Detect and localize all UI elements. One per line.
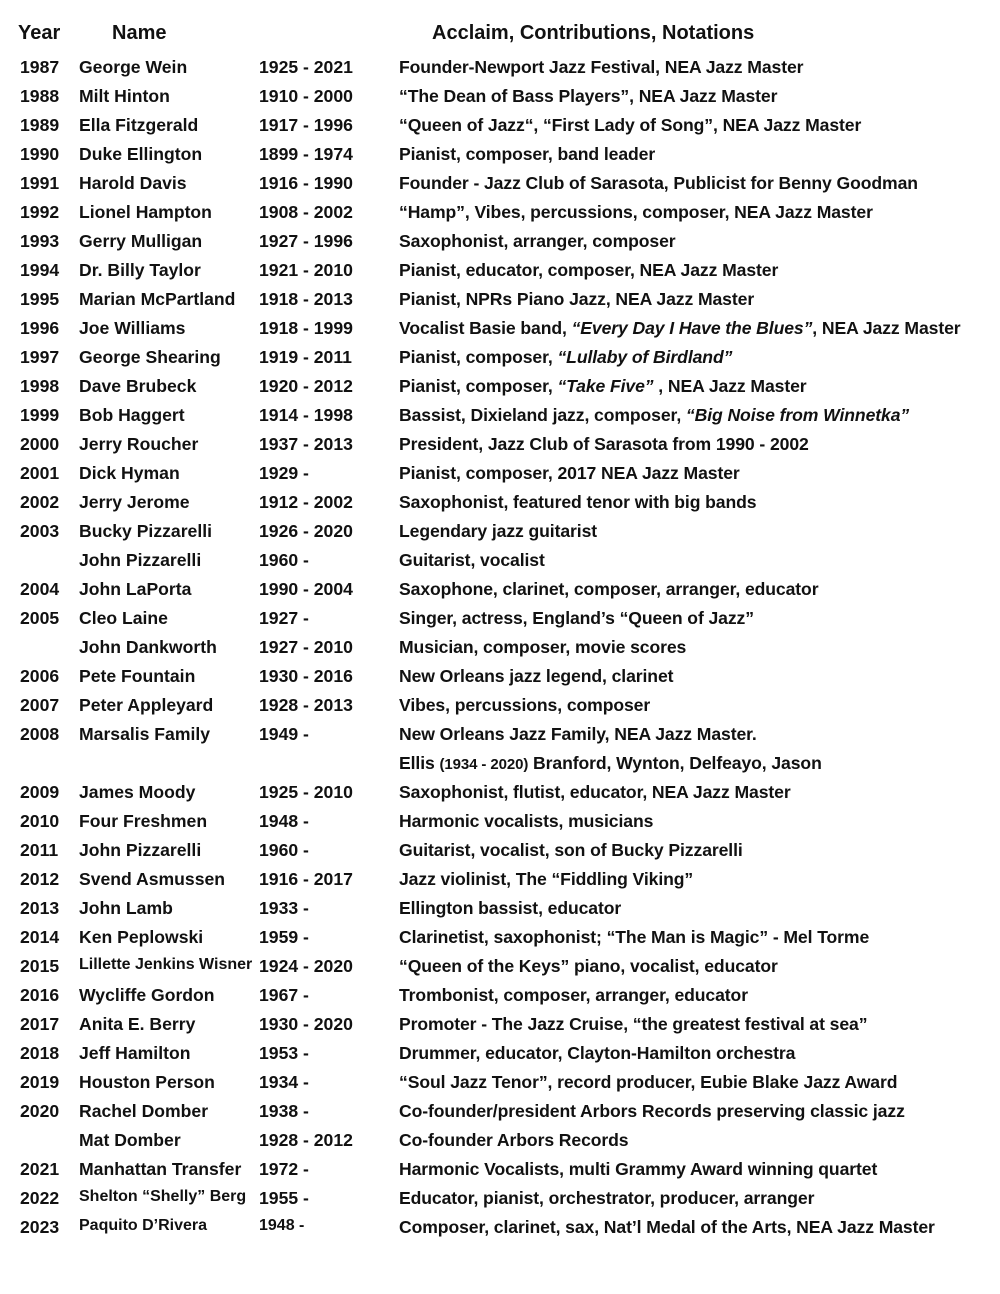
row-notation (399, 811, 653, 832)
row-name: Dr. Billy Taylor (79, 260, 201, 280)
table-row (0, 170, 1000, 199)
row-name: Cleo Laine (79, 608, 168, 628)
row-dates: 1910 - 2000 (259, 86, 353, 106)
row-notation (399, 898, 621, 919)
row-dates: 1948 - (259, 811, 309, 831)
table-row (0, 344, 1000, 373)
notation-segment: Pianist, composer, (399, 376, 558, 396)
row-year: 1990 (20, 144, 60, 164)
table-row (0, 489, 1000, 518)
row-year: 2019 (20, 1072, 60, 1092)
header-year: Year (18, 22, 61, 44)
row-name: James Moody (79, 782, 196, 802)
notation-segment: “Queen of the Keys” piano, vocalist, educator (399, 956, 778, 976)
row-year: 2002 (20, 492, 60, 512)
table-row (0, 199, 1000, 228)
row-dates: 1925 - 2021 (259, 57, 353, 77)
table-row (0, 1098, 1000, 1127)
notation-segment: Pianist, composer, band leader (399, 144, 656, 164)
row-dates: 1924 - 2020 (259, 956, 353, 976)
row-name: Dick Hyman (79, 463, 180, 483)
row-name: Four Freshmen (79, 811, 208, 831)
notation-segment: Guitarist, vocalist, son of Bucky Pizzarelli (399, 840, 743, 860)
row-dates: 1948 - (259, 1217, 305, 1234)
row-name: Anita E. Berry (79, 1014, 196, 1034)
notation-segment: “The Dean of Bass Players”, NEA Jazz Master (399, 86, 778, 106)
row-notation (399, 57, 803, 78)
notation-segment: Pianist, educator, composer, NEA Jazz Master (399, 260, 779, 280)
row-name: Jerry Roucher (79, 434, 199, 454)
row-name: Duke Ellington (79, 144, 203, 164)
row-year: 2013 (20, 898, 60, 918)
table-row (0, 808, 1000, 837)
row-dates: 1933 - (259, 898, 309, 918)
notation-segment: Saxophone, clarinet, composer, arranger, educator (399, 579, 819, 599)
row-name: Marian McPartland (79, 289, 236, 309)
honoree-list (0, 54, 1000, 1243)
row-dates: 1914 - 1998 (259, 405, 353, 425)
table-row (0, 779, 1000, 808)
row-year: 1992 (20, 202, 60, 222)
notation-segment: , NEA Jazz Master (653, 376, 807, 396)
row-name: Svend Asmussen (79, 869, 226, 889)
notation-segment: Co-founder/president Arbors Records preserving classic jazz (399, 1101, 905, 1121)
row-dates: 1930 - 2020 (259, 1014, 353, 1034)
notation-segment: Drummer, educator, Clayton-Hamilton orchestra (399, 1043, 796, 1063)
notation-segment: Ellis (399, 753, 440, 773)
row-name: Lionel Hampton (79, 202, 212, 222)
table-header (0, 22, 1000, 50)
row-name: Ella Fitzgerald (79, 115, 199, 135)
row-name: Wycliffe Gordon (79, 985, 215, 1005)
row-dates: 1990 - 2004 (259, 579, 353, 599)
row-notation (399, 289, 754, 310)
table-row (0, 402, 1000, 431)
row-notation (399, 782, 791, 803)
row-notation (399, 927, 869, 948)
notation-segment: “Every Day I Have the Blues” (571, 318, 813, 338)
row-name: Pete Fountain (79, 666, 196, 686)
row-dates: 1960 - (259, 840, 309, 860)
notation-segment: Branford, Wynton, Delfeayo, Jason (528, 753, 822, 773)
row-dates: 1928 - 2013 (259, 695, 353, 715)
row-notation (399, 173, 918, 194)
row-name: Milt Hinton (79, 86, 170, 106)
row-name: John LaPorta (79, 579, 192, 599)
row-dates: 1972 - (259, 1159, 309, 1179)
row-name: Bucky Pizzarelli (79, 521, 212, 541)
row-year: 2006 (20, 666, 60, 686)
row-notation (399, 115, 861, 136)
notation-segment: Pianist, NPRs Piano Jazz, NEA Jazz Master (399, 289, 755, 309)
row-name: Joe Williams (79, 318, 186, 338)
row-name: George Wein (79, 57, 188, 77)
row-name: Rachel Domber (79, 1101, 209, 1121)
table-row (0, 663, 1000, 692)
row-year: 2023 (20, 1217, 60, 1237)
notation-segment: , NEA Jazz Master (812, 318, 961, 338)
row-name: Mat Domber (79, 1130, 181, 1150)
table-row (0, 953, 1000, 982)
notation-segment: Educator, pianist, orchestrator, producer, arranger (399, 1188, 815, 1208)
row-dates: 1953 - (259, 1043, 309, 1063)
notation-segment: New Orleans jazz legend, clarinet (399, 666, 674, 686)
row-year: 1993 (20, 231, 60, 251)
notation-segment: New Orleans Jazz Family, NEA Jazz Master. (399, 724, 757, 744)
row-dates: 1938 - (259, 1101, 309, 1121)
row-year: 1999 (20, 405, 60, 425)
table-row (0, 228, 1000, 257)
row-year: 2020 (20, 1101, 60, 1121)
row-name: John Lamb (79, 898, 173, 918)
row-dates: 1934 - (259, 1072, 309, 1092)
row-notation (399, 1101, 905, 1122)
row-year: 2015 (20, 956, 60, 976)
row-year: 1988 (20, 86, 60, 106)
row-notation (399, 1217, 935, 1238)
row-notation (399, 1014, 867, 1035)
row-year: 1994 (20, 260, 60, 280)
row-year: 1989 (20, 115, 60, 135)
row-year: 2005 (20, 608, 60, 628)
header-name: Name (112, 22, 167, 44)
row-dates: 1920 - 2012 (259, 376, 353, 396)
row-dates: 1919 - 2011 (259, 347, 352, 367)
notation-segment: Vocalist Basie band, (399, 318, 572, 338)
table-row (0, 750, 1000, 779)
table-row (0, 1214, 1000, 1243)
notation-segment: “Take Five” (557, 376, 654, 396)
table-row (0, 866, 1000, 895)
row-name: Marsalis Family (79, 724, 211, 744)
row-year: 1998 (20, 376, 60, 396)
row-name: Gerry Mulligan (79, 231, 203, 251)
row-notation (399, 608, 754, 629)
row-year: 2008 (20, 724, 60, 744)
row-dates: 1917 - 1996 (259, 115, 353, 135)
notation-segment: (1934 - 2020) (439, 756, 529, 773)
row-notation (399, 1072, 897, 1093)
row-notation (399, 231, 676, 252)
notation-segment: Musician, composer, movie scores (399, 637, 687, 657)
row-name: Houston Person (79, 1072, 215, 1092)
notation-segment: “Hamp”, Vibes, percussions, composer, NEA Jazz Master (399, 202, 873, 222)
row-notation (399, 1188, 814, 1209)
row-year: 2011 (20, 840, 59, 860)
table-row (0, 1185, 1000, 1214)
table-row (0, 924, 1000, 953)
row-dates: 1930 - 2016 (259, 666, 353, 686)
notation-segment: President, Jazz Club of Sarasota from 1990 - 2002 (399, 434, 809, 454)
row-notation (399, 260, 778, 281)
notation-segment: Bassist, Dixieland jazz, composer, (399, 405, 686, 425)
row-name: Shelton “Shelly” Berg (79, 1188, 247, 1205)
row-notation (399, 579, 818, 600)
row-dates: 1959 - (259, 927, 309, 947)
row-dates: 1926 - 2020 (259, 521, 353, 541)
table-row (0, 1127, 1000, 1156)
row-notation (399, 1130, 629, 1151)
row-year: 2009 (20, 782, 60, 802)
row-dates: 1927 - 1996 (259, 231, 353, 251)
row-year: 2007 (20, 695, 60, 715)
table-row (0, 692, 1000, 721)
row-notation (399, 840, 743, 861)
table-row (0, 982, 1000, 1011)
row-notation (399, 144, 655, 165)
row-name: John Pizzarelli (79, 840, 202, 860)
table-row (0, 1069, 1000, 1098)
row-name: Peter Appleyard (79, 695, 214, 715)
table-row (0, 837, 1000, 866)
row-notation (399, 347, 732, 368)
row-dates: 1925 - 2010 (259, 782, 353, 802)
row-dates: 1929 - (259, 463, 309, 483)
row-year: 2003 (20, 521, 60, 541)
row-name: Dave Brubeck (79, 376, 197, 396)
table-row (0, 895, 1000, 924)
notation-segment: Legendary jazz guitarist (399, 521, 598, 541)
row-notation (399, 666, 673, 687)
notation-segment: Founder-Newport Jazz Festival, NEA Jazz Master (399, 57, 804, 77)
row-year: 2000 (20, 434, 60, 454)
table-row (0, 112, 1000, 141)
row-year: 2001 (20, 463, 60, 483)
row-name: Jerry Jerome (79, 492, 190, 512)
row-dates: 1967 - (259, 985, 309, 1005)
row-name: Harold Davis (79, 173, 187, 193)
table-row (0, 286, 1000, 315)
header-acclaim: Acclaim, Contributions, Notations (432, 22, 755, 44)
table-row (0, 547, 1000, 576)
notation-segment: Pianist, composer, 2017 NEA Jazz Master (399, 463, 740, 483)
row-name: Manhattan Transfer (79, 1159, 242, 1179)
row-year: 2004 (20, 579, 60, 599)
notation-segment: Trombonist, composer, arranger, educator (399, 985, 748, 1005)
row-notation (399, 724, 757, 745)
notation-segment: “Queen of Jazz“, “First Lady of Song”, NEA Jazz Master (399, 115, 862, 135)
row-year: 2012 (20, 869, 60, 889)
table-row (0, 431, 1000, 460)
row-notation (399, 318, 961, 339)
row-name: Lillette Jenkins Wisner (79, 956, 253, 973)
row-notation (399, 753, 822, 774)
row-notation (399, 86, 777, 107)
row-dates: 1912 - 2002 (259, 492, 353, 512)
row-dates: 1918 - 1999 (259, 318, 353, 338)
row-year: 2018 (20, 1043, 60, 1063)
row-name: Bob Haggert (79, 405, 185, 425)
row-dates: 1937 - 2013 (259, 434, 353, 454)
row-notation (399, 434, 809, 455)
notation-segment: Saxophonist, featured tenor with big bands (399, 492, 757, 512)
row-name: Paquito D’Rivera (79, 1217, 208, 1234)
row-dates: 1899 - 1974 (259, 144, 353, 164)
row-year: 2022 (20, 1188, 60, 1208)
row-year: 1995 (20, 289, 60, 309)
table-row (0, 315, 1000, 344)
table-row (0, 257, 1000, 286)
table-row (0, 518, 1000, 547)
row-notation (399, 956, 778, 977)
row-notation (399, 405, 909, 426)
table-row (0, 634, 1000, 663)
table-row (0, 54, 1000, 83)
table-row (0, 1011, 1000, 1040)
notation-segment: Composer, clarinet, sax, Nat’l Medal of the Arts, NEA Jazz Master (399, 1217, 935, 1237)
row-notation (399, 637, 686, 658)
row-notation (399, 492, 756, 513)
row-year: 1987 (20, 57, 60, 77)
row-notation (399, 550, 545, 571)
notation-segment: Ellington bassist, educator (399, 898, 622, 918)
row-notation (399, 695, 650, 716)
row-dates: 1928 - 2012 (259, 1130, 353, 1150)
row-notation (399, 869, 693, 890)
notation-segment: Harmonic vocalists, musicians (399, 811, 654, 831)
row-notation (399, 985, 748, 1006)
row-dates: 1921 - 2010 (259, 260, 353, 280)
notation-segment: Promoter - The Jazz Cruise, “the greatest festival at sea” (399, 1014, 868, 1034)
row-name: Ken Peplowski (79, 927, 204, 947)
row-year: 2021 (20, 1159, 60, 1179)
table-row (0, 141, 1000, 170)
notation-segment: Saxophonist, arranger, composer (399, 231, 676, 251)
row-notation (399, 202, 873, 223)
notation-segment: Vibes, percussions, composer (399, 695, 651, 715)
row-name: George Shearing (79, 347, 221, 367)
notation-segment: Guitarist, vocalist (399, 550, 545, 570)
notation-segment: Founder - Jazz Club of Sarasota, Publicist for Benny Goodman (399, 173, 918, 193)
row-dates: 1916 - 2017 (259, 869, 353, 889)
row-notation (399, 1043, 795, 1064)
row-year: 1996 (20, 318, 60, 338)
row-dates: 1960 - (259, 550, 309, 570)
row-dates: 1918 - 2013 (259, 289, 353, 309)
row-dates: 1955 - (259, 1188, 309, 1208)
row-year: 2017 (20, 1014, 60, 1034)
row-name: John Pizzarelli (79, 550, 202, 570)
table-row (0, 460, 1000, 489)
row-notation (399, 521, 597, 542)
row-notation (399, 1159, 877, 1180)
row-dates: 1908 - 2002 (259, 202, 353, 222)
row-notation (399, 376, 807, 397)
notation-segment: Harmonic Vocalists, multi Grammy Award winning quartet (399, 1159, 878, 1179)
row-year: 1997 (20, 347, 60, 367)
row-dates: 1916 - 1990 (259, 173, 353, 193)
table-row (0, 576, 1000, 605)
row-year: 1991 (20, 173, 60, 193)
notation-segment: Singer, actress, England’s “Queen of Jazz” (399, 608, 754, 628)
row-dates: 1927 - 2010 (259, 637, 353, 657)
notation-segment: “Soul Jazz Tenor”, record producer, Eubie Blake Jazz Award (399, 1072, 898, 1092)
row-notation (399, 463, 740, 484)
notation-segment: Jazz violinist, The “Fiddling Viking” (399, 869, 694, 889)
notation-segment: “Big Noise from Winnetka” (685, 405, 910, 425)
notation-segment: Clarinetist, saxophonist; “The Man is Magic” - Mel Torme (399, 927, 870, 947)
notation-segment: Pianist, composer, (399, 347, 558, 367)
table-row (0, 605, 1000, 634)
notation-segment: Co-founder Arbors Records (399, 1130, 629, 1150)
table-row (0, 1040, 1000, 1069)
table-row (0, 1156, 1000, 1185)
table-row (0, 721, 1000, 750)
row-year: 2014 (20, 927, 60, 947)
notation-segment: “Lullaby of Birdland” (557, 347, 733, 367)
row-dates: 1927 - (259, 608, 309, 628)
row-name: John Dankworth (79, 637, 217, 657)
table-row (0, 83, 1000, 112)
row-name: Jeff Hamilton (79, 1043, 191, 1063)
table-row (0, 373, 1000, 402)
row-year: 2010 (20, 811, 60, 831)
row-dates: 1949 - (259, 724, 309, 744)
notation-segment: Saxophonist, flutist, educator, NEA Jazz Master (399, 782, 791, 802)
row-year: 2016 (20, 985, 60, 1005)
